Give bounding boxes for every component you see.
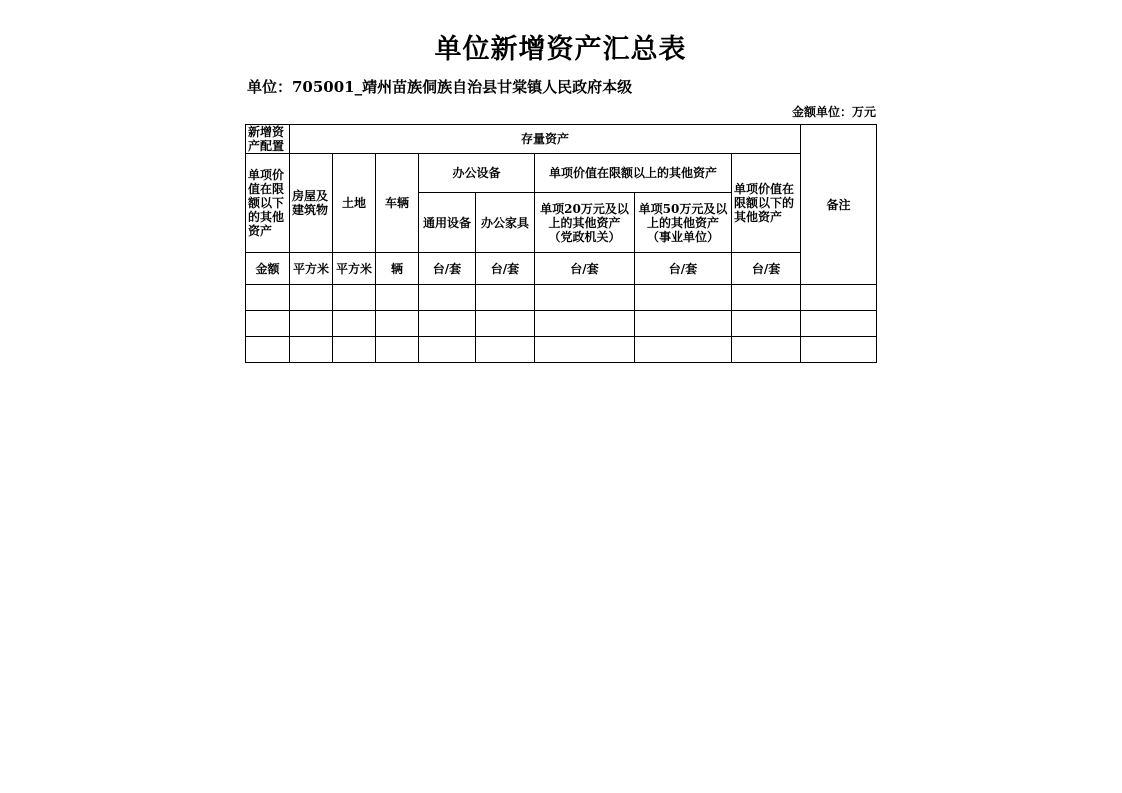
- units-row: [246, 253, 877, 285]
- table-cell[interactable]: [732, 337, 801, 363]
- header-housing: 房屋及建筑物: [290, 154, 333, 253]
- table-cell[interactable]: [333, 311, 376, 337]
- unit-cell: 辆: [376, 253, 419, 285]
- page-title: 单位新增资产汇总表: [434, 34, 687, 65]
- unit-cell: 台/套: [419, 253, 476, 285]
- table-cell[interactable]: [333, 337, 376, 363]
- header-above-limit-other: 单项价值在限额以上的其他资产: [535, 154, 732, 193]
- table-cell[interactable]: [290, 285, 333, 311]
- table-cell[interactable]: [476, 285, 535, 311]
- money-unit-label: 金额单位：万元: [791, 105, 876, 119]
- header-below-limit-other: 单项价值在限额以下的其他资产: [246, 154, 290, 253]
- header-above-20w: 单项20万元及以上的其他资产（党政机关）: [535, 193, 635, 253]
- table-cell[interactable]: [801, 285, 877, 311]
- unit-cell: 台/套: [476, 253, 535, 285]
- header-remarks: 备注: [801, 125, 877, 285]
- unit-cell: 金额: [246, 253, 290, 285]
- unit-cell: 台/套: [635, 253, 732, 285]
- table-row: [246, 337, 877, 363]
- unit-cell: 台/套: [535, 253, 635, 285]
- table-cell[interactable]: [732, 311, 801, 337]
- table-cell[interactable]: [419, 337, 476, 363]
- header-general-equipment: 通用设备: [419, 193, 476, 253]
- table-cell[interactable]: [246, 311, 290, 337]
- table-cell[interactable]: [419, 311, 476, 337]
- table-cell[interactable]: [290, 311, 333, 337]
- header-stock-assets: 存量资产: [290, 125, 801, 154]
- table-cell[interactable]: [801, 337, 877, 363]
- table-cell[interactable]: [476, 311, 535, 337]
- header-land: 土地: [333, 154, 376, 253]
- header-office-equipment: 办公设备: [419, 154, 535, 193]
- table-cell[interactable]: [635, 285, 732, 311]
- header-row-1: [246, 125, 877, 154]
- unit-cell: 平方米: [290, 253, 333, 285]
- table-cell[interactable]: [246, 337, 290, 363]
- table-cell[interactable]: [635, 311, 732, 337]
- header-row-2: [246, 154, 877, 193]
- table-cell[interactable]: [476, 337, 535, 363]
- table-cell[interactable]: [290, 337, 333, 363]
- table-cell[interactable]: [376, 337, 419, 363]
- header-vehicle: 车辆: [376, 154, 419, 253]
- table-cell[interactable]: [535, 311, 635, 337]
- header-office-furniture: 办公家具: [476, 193, 535, 253]
- table-cell[interactable]: [333, 285, 376, 311]
- table-cell[interactable]: [535, 285, 635, 311]
- summary-table: [245, 124, 877, 363]
- unit-cell: 平方米: [333, 253, 376, 285]
- header-below-limit-other-2: 单项价值在限额以下的其他资产: [732, 154, 801, 253]
- header-above-50w: 单项50万元及以上的其他资产（事业单位）: [635, 193, 732, 253]
- table-row: [246, 311, 877, 337]
- table-cell[interactable]: [419, 285, 476, 311]
- table-row: [246, 285, 877, 311]
- header-new-config: 新增资产配置: [246, 125, 290, 154]
- unit-label: 单位：705001_靖州苗族侗族自治县甘棠镇人民政府本级: [247, 78, 633, 96]
- unit-cell: 台/套: [732, 253, 801, 285]
- table-cell[interactable]: [535, 337, 635, 363]
- table-cell[interactable]: [246, 285, 290, 311]
- table-cell[interactable]: [801, 311, 877, 337]
- table-cell[interactable]: [376, 311, 419, 337]
- table-cell[interactable]: [376, 285, 419, 311]
- table-cell[interactable]: [635, 337, 732, 363]
- table-cell[interactable]: [732, 285, 801, 311]
